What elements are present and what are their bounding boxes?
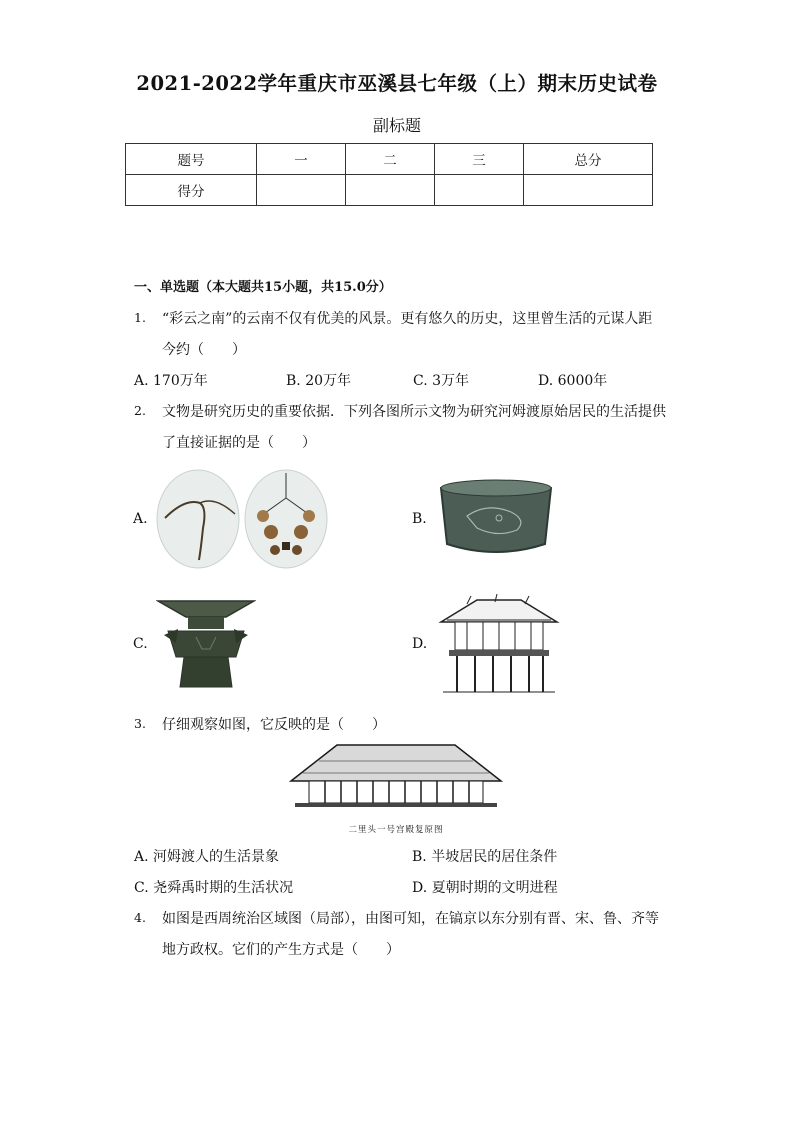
question-number: 3. (134, 716, 146, 731)
option-b-label[interactable]: B. (412, 511, 427, 527)
bone-needle-and-necklace-image (155, 468, 330, 570)
score-header-cell: 一 (257, 144, 346, 175)
question-text-line: 地方政权。它们的产生方式是（ ） (162, 942, 400, 958)
score-cell-total[interactable] (524, 175, 653, 206)
question-number: 4. (134, 910, 146, 925)
option-c[interactable]: C. 3万年 (413, 373, 470, 389)
option-a[interactable]: A. 河姆渡人的生活景象 (134, 849, 280, 865)
option-c[interactable]: C. 尧舜禹时期的生活状况 (134, 880, 294, 896)
question-text-line: 如图是西周统治区域图（局部），由图可知，在镐京以东分别有晋、宋、鲁、齐等 (162, 911, 659, 927)
score-table-header-row (126, 144, 653, 175)
score-cell-2[interactable] (346, 175, 435, 206)
score-header-cell: 三 (435, 144, 524, 175)
question-text-line: 文物是研究历史的重要依据．下列各图所示文物为研究河姆渡原始居民的生活提供 (162, 404, 666, 420)
option-a[interactable]: A. 170万年 (134, 373, 208, 389)
question-number: 1. (134, 310, 146, 325)
option-a-label[interactable]: A. (133, 511, 148, 527)
question-number: 2. (134, 403, 146, 418)
score-table-score-row (126, 175, 653, 206)
exam-subtitle: 副标题 (372, 116, 421, 135)
score-header-cell: 总分 (524, 144, 653, 175)
option-d-label[interactable]: D. (412, 636, 428, 652)
score-table (125, 143, 653, 206)
question-text-line: 了直接证据的是（ ） (162, 435, 316, 451)
option-b[interactable]: B. 半坡居民的居住条件 (412, 849, 558, 865)
question-text-line: 今约（ ） (162, 342, 246, 358)
question-text-line: 仔细观察如图，它反映的是（ ） (162, 717, 386, 733)
question-text-line: “彩云之南”的云南不仅有优美的风景。更有悠久的历史，这里曾生活的元谋人距 (162, 311, 653, 327)
score-cell-3[interactable] (435, 175, 524, 206)
palace-reconstruction-sketch-image (289, 741, 503, 809)
image-caption: 二里头一号宫殿复原图 (348, 825, 444, 835)
score-cell-1[interactable] (257, 175, 346, 206)
section-heading: 一、单选题（本大题共15小题，共15.0分） (134, 280, 392, 295)
option-c-label[interactable]: C. (133, 636, 148, 652)
score-header-cell: 题号 (126, 144, 257, 175)
option-b[interactable]: B. 20万年 (286, 373, 352, 389)
bronze-zun-vessel-image (156, 597, 256, 692)
black-pottery-bowl-image (437, 478, 555, 558)
stilt-house-sketch-image (437, 592, 561, 698)
score-row-label: 得分 (126, 175, 257, 206)
exam-title: 2021-2022学年重庆市巫溪县七年级（上）期末历史试卷 (136, 72, 658, 95)
option-d[interactable]: D. 夏朝时期的文明进程 (412, 880, 558, 896)
option-d[interactable]: D. 6000年 (538, 373, 608, 389)
score-header-cell: 二 (346, 144, 435, 175)
